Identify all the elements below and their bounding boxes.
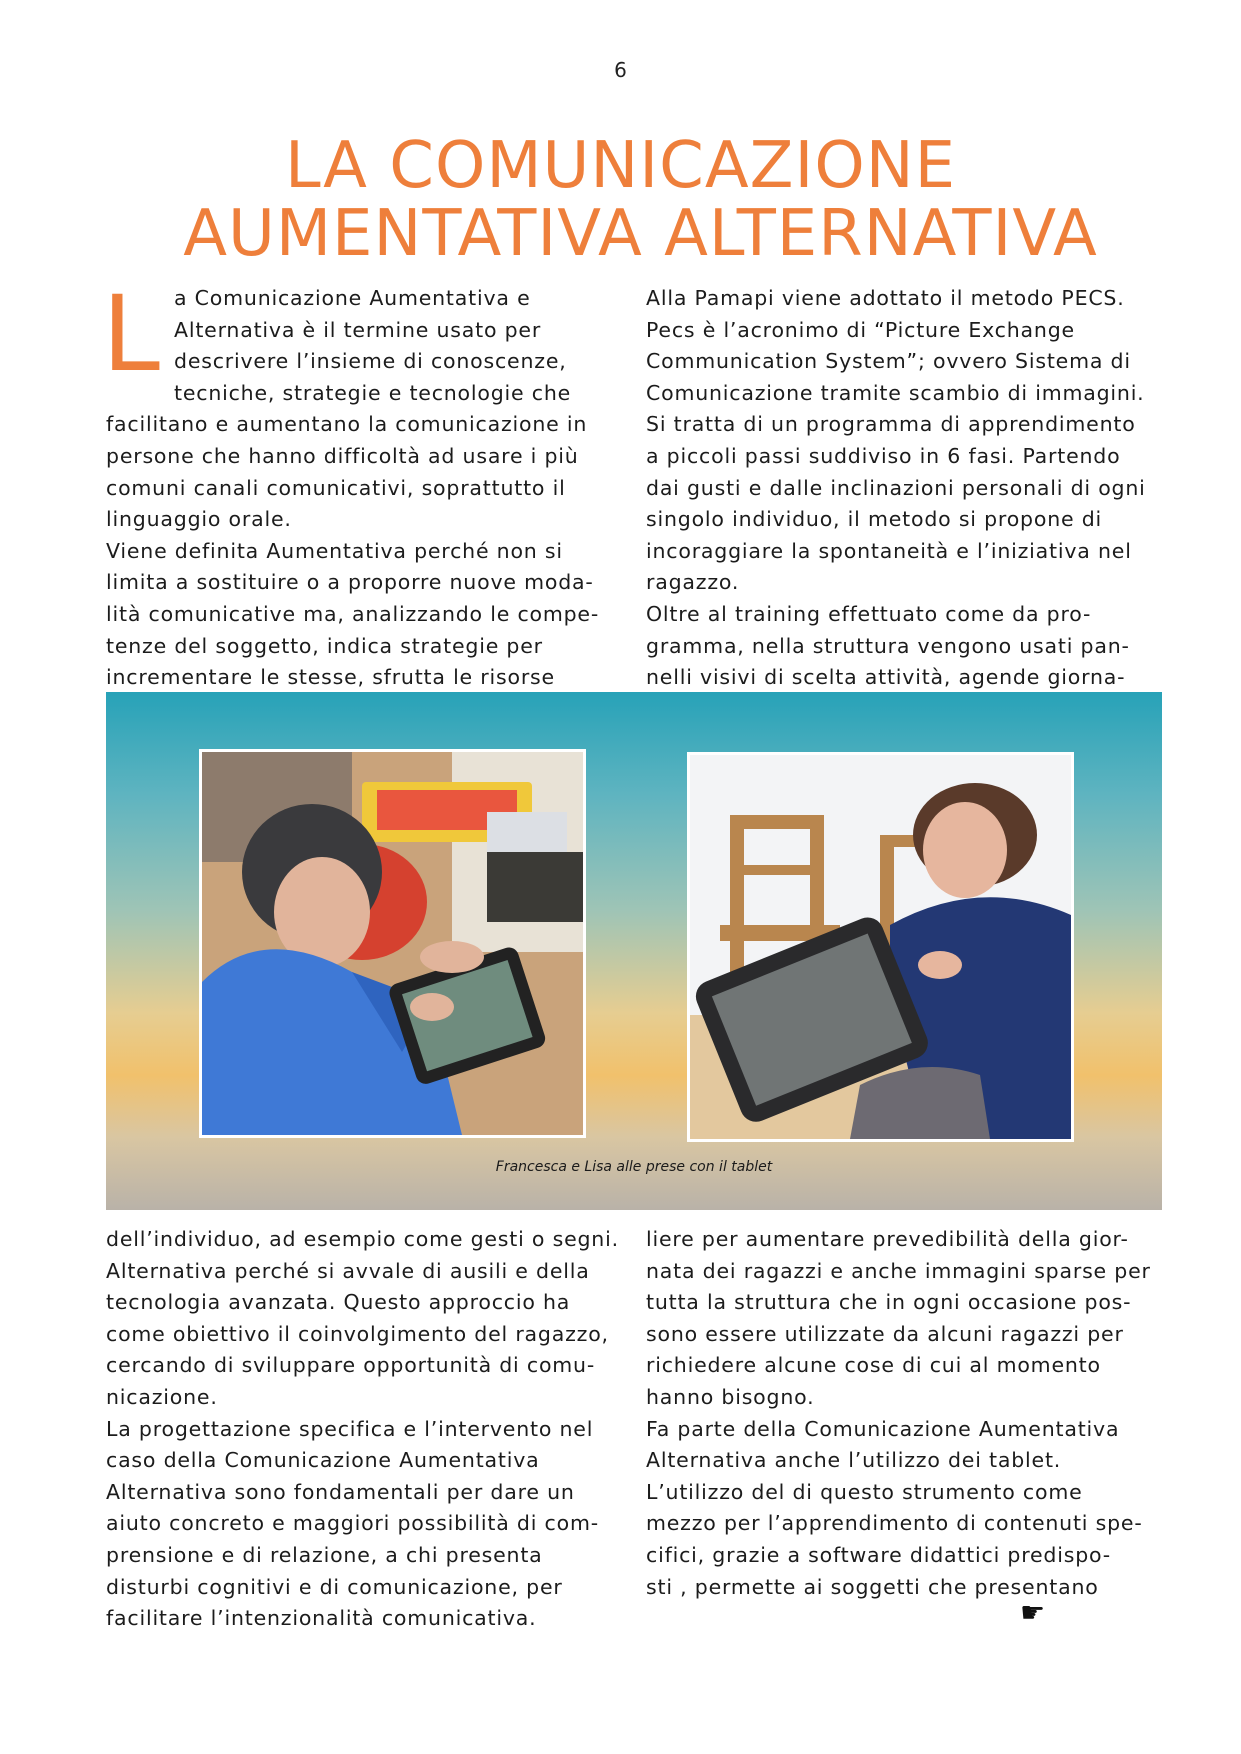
text-line: Alternativa è il termine usato per [174,317,542,342]
text-line: ragazzo. [646,570,740,595]
photo-illustration [202,752,583,1135]
text-column-top-left [106,283,636,694]
page-title [0,129,1241,271]
text-line: nelli visivi di scelta attività, agende giorna- [646,665,1126,690]
text-column-bottom-right [646,1224,1176,1603]
text-line: richiedere alcune cose di cui al momento [646,1353,1101,1378]
text-line: sti , permette ai soggetti che presentano [646,1574,1099,1599]
text-line: Fa parte della Comunicazione Aumentativa [646,1416,1120,1441]
text-line: incoraggiare la spontaneità e l’iniziativa nel [646,538,1132,563]
text-line: Alternativa anche l’utilizzo dei tablet. [646,1448,1062,1473]
text-line: Alternativa sono fondamentali per dare un [106,1479,575,1504]
text-line: singolo individuo, il metodo si propone di [646,507,1103,532]
text-line: dai gusti e dalle inclinazioni personali di ogni [646,475,1146,500]
text-line: Communication System”; ovvero Sistema di [646,349,1131,374]
page-number: 6 [614,58,627,82]
text-column-top-right [646,283,1176,694]
text-line: tenze del soggetto, indica strategie per [106,633,543,658]
text-line: tutta la struttura che in ogni occasione pos- [646,1290,1132,1315]
text-line: linguaggio orale. [106,507,292,532]
text-line: caso della Comunicazione Aumentativa [106,1448,540,1473]
text-line: a Comunicazione Aumentativa e [174,286,531,310]
text-line: lità comunicative ma, analizzando le compe- [106,601,600,626]
text-line: disturbi cognitivi e di comunicazione, per [106,1574,563,1599]
text-line: aiuto concreto e maggiori possibilità di com- [106,1511,599,1536]
text-line: comuni canali comunicativi, soprattutto il [106,475,566,500]
text-line: gramma, nella struttura vengono usati pan- [646,633,1130,658]
text-column-bottom-left [106,1224,636,1635]
text-line: mezzo per l’apprendimento di contenuti spe- [646,1511,1143,1536]
text-line: Oltre al training effettuato come da pro- [646,601,1092,626]
pointing-hand-icon: ☛ [1020,1596,1046,1629]
text-line: prensione e di relazione, a chi presenta [106,1542,543,1567]
text-line: Alternativa perché si avvale di ausili e della [106,1258,590,1283]
text-line: persone che hanno difficoltà ad usare i più [106,443,579,468]
title-line-2: AUMENTATIVA ALTERNATIVA [183,197,1098,271]
text-line: Pecs è l’acronimo di “Picture Exchange [646,317,1075,342]
text-line: facilitano e aumentano la comunicazione in [106,412,588,437]
text-line: tecnologia avanzata. Questo approccio ha [106,1290,571,1315]
text-line: hanno bisogno. [646,1384,815,1409]
text-line: L’utilizzo del di questo strumento come [646,1479,1083,1504]
text-line: cifici, grazie a software didattici predispo- [646,1542,1111,1567]
text-line: a piccoli passi suddiviso in 6 fasi. Partendo [646,443,1121,468]
text-line: limita a sostituire o a proporre nuove moda- [106,570,594,595]
text-line: descrivere l’insieme di conoscenze, [174,349,567,374]
text-line: La progettazione specifica e l’intervento nel [106,1416,594,1441]
text-line: cercando di sviluppare opportunità di comu- [106,1353,596,1378]
text-line: facilitare l’intenzionalità comunicativa. [106,1606,537,1631]
drop-cap: L [102,273,160,395]
text-line: tecniche, strategie e tecnologie che [174,380,572,405]
text-line: come obiettivo il coinvolgimento del ragazzo, [106,1321,609,1346]
photo-caption: Francesca e Lisa alle prese con il tablet [495,1159,773,1175]
text-line: sono essere utilizzate da alcuni ragazzi per [646,1321,1124,1346]
photo-lisa-tablet [687,752,1074,1142]
text-line: Viene definita Aumentativa perché non si [106,538,563,563]
text-line: nata dei ragazzi e anche immagini sparse per [646,1258,1151,1283]
text-line: liere per aumentare prevedibilità della gior- [646,1227,1129,1251]
text-line: dell’individuo, ad esempio come gesti o segni. [106,1227,619,1251]
text-line: incrementare le stesse, sfrutta le risorse [106,665,555,690]
text-line: Si tratta di un programma di apprendimento [646,412,1136,437]
text-line: Comunicazione tramite scambio di immagini. [646,380,1145,405]
photo-francesca-tablet [199,749,586,1138]
text-line: nicazione. [106,1384,218,1409]
text-line: Alla Pamapi viene adottato il metodo PECS. [646,286,1125,310]
title-line-1: LA COMUNICAZIONE [285,129,956,203]
photo-illustration [690,755,1071,1139]
